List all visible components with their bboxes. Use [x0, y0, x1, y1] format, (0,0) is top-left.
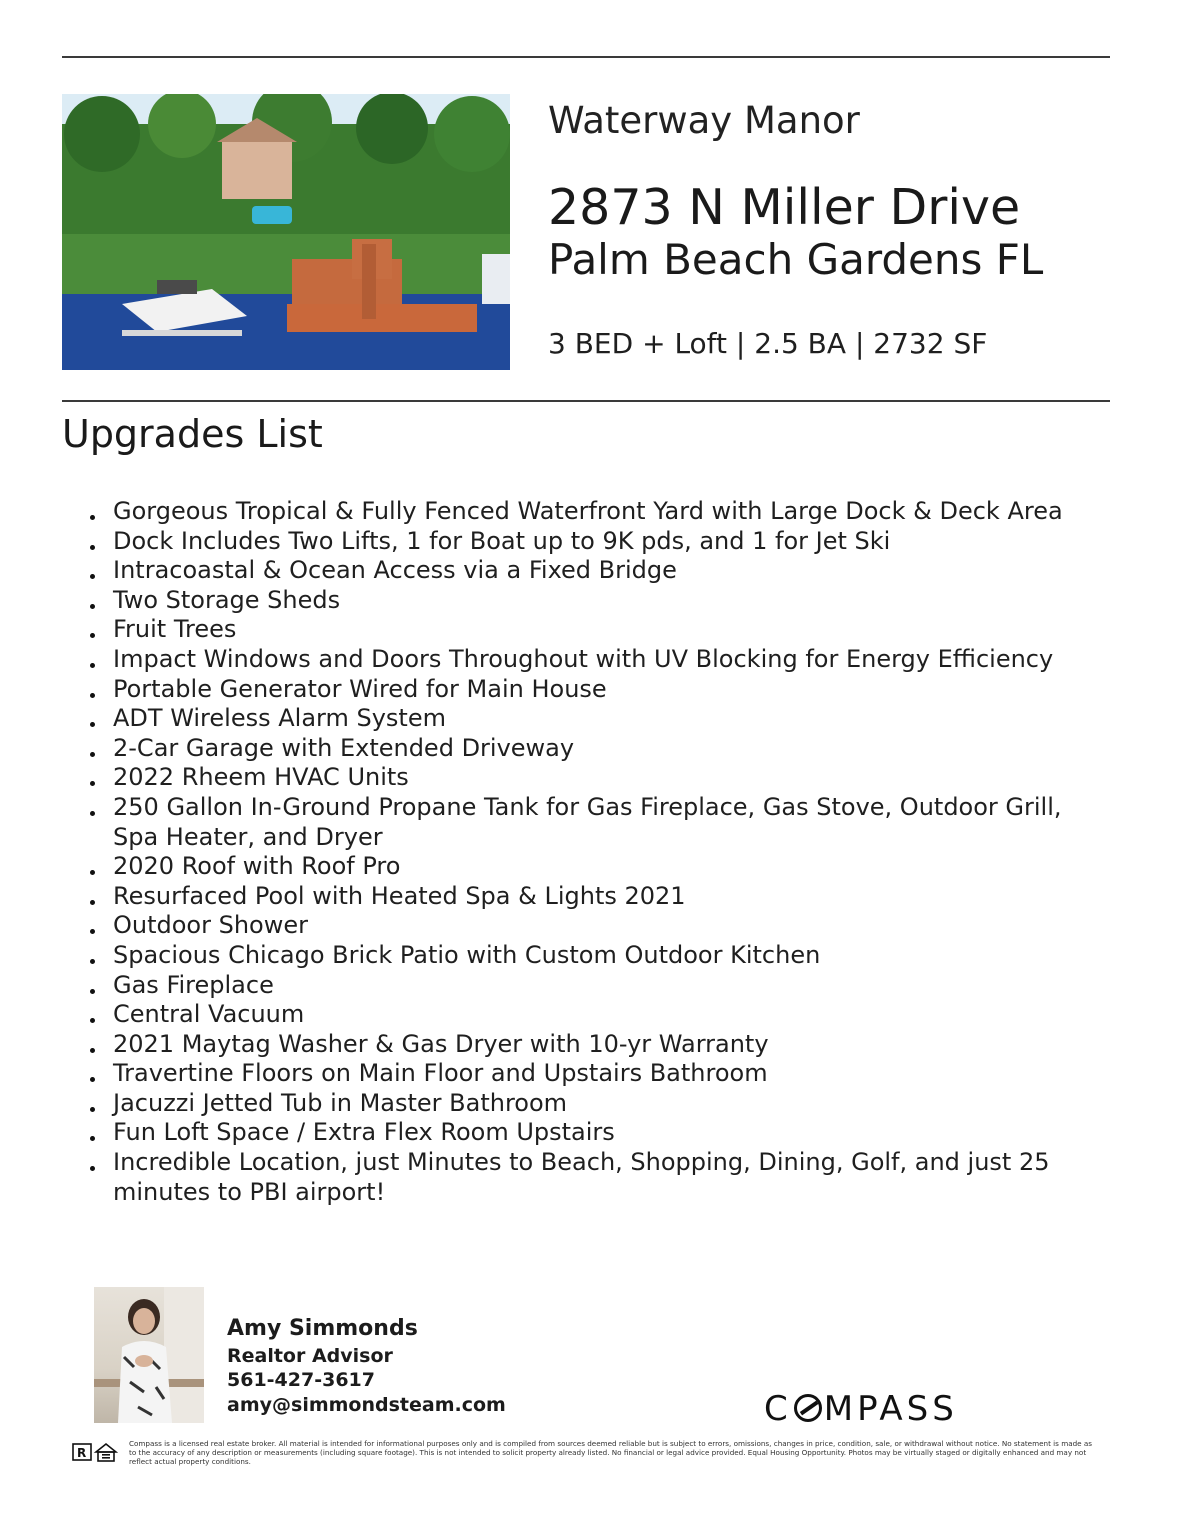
upgrades-title: Upgrades List — [62, 412, 323, 456]
community-name: Waterway Manor — [548, 99, 860, 142]
list-item: Fruit Trees — [113, 615, 1103, 645]
list-item: 2022 Rheem HVAC Units — [113, 763, 1103, 793]
top-divider — [62, 56, 1110, 58]
list-item: 2021 Maytag Washer & Gas Dryer with 10-yr Warranty — [113, 1030, 1103, 1060]
list-item: Dock Includes Two Lifts, 1 for Boat up to 9K pds, and 1 for Jet Ski — [113, 527, 1103, 557]
list-item: 2020 Roof with Roof Pro — [113, 852, 1103, 882]
list-item: 250 Gallon In-Ground Propane Tank for Gas Fireplace, Gas Stove, Outdoor Grill, Spa Heater, and Dryer — [113, 793, 1103, 852]
agent-name: Amy Simmonds — [227, 1316, 418, 1341]
agent-phone[interactable]: 561-427-3617 — [227, 1369, 375, 1391]
list-item: 2-Car Garage with Extended Driveway — [113, 734, 1103, 764]
equal-housing-icon — [96, 1444, 116, 1461]
list-item: Incredible Location, just Minutes to Beach, Shopping, Dining, Golf, and just 25 minutes to PBI airport! — [113, 1148, 1103, 1207]
svg-text:R: R — [77, 1446, 87, 1460]
list-item: Jacuzzi Jetted Tub in Master Bathroom — [113, 1089, 1103, 1119]
property-photo-illustration — [62, 94, 510, 370]
realtor-icon — [73, 1444, 91, 1460]
section-divider — [62, 400, 1110, 402]
agent-photo — [94, 1287, 204, 1423]
list-item: Resurfaced Pool with Heated Spa & Lights 2021 — [113, 882, 1103, 912]
list-item: Fun Loft Space / Extra Flex Room Upstairs — [113, 1118, 1103, 1148]
list-item: Spacious Chicago Brick Patio with Custom Outdoor Kitchen — [113, 941, 1103, 971]
list-item: ADT Wireless Alarm System — [113, 704, 1103, 734]
property-photo — [62, 94, 510, 370]
list-item: Intracoastal & Ocean Access via a Fixed Bridge — [113, 556, 1103, 586]
property-stats: 3 BED + Loft | 2.5 BA | 2732 SF — [548, 327, 988, 360]
list-item: Outdoor Shower — [113, 911, 1103, 941]
agent-title: Realtor Advisor — [227, 1345, 393, 1367]
list-item: Impact Windows and Doors Throughout with UV Blocking for Energy Efficiency — [113, 645, 1103, 675]
list-item: Travertine Floors on Main Floor and Upstairs Bathroom — [113, 1059, 1103, 1089]
upgrades-list — [113, 497, 1103, 1207]
list-item: Portable Generator Wired for Main House — [113, 675, 1103, 705]
agent-email[interactable]: amy@simmondsteam.com — [227, 1394, 506, 1416]
compass-logo: C MPASS — [764, 1389, 958, 1429]
list-item: Two Storage Sheds — [113, 586, 1103, 616]
list-item: Gas Fireplace — [113, 971, 1103, 1001]
list-item: Central Vacuum — [113, 1000, 1103, 1030]
legal-disclaimer: Compass is a licensed real estate broker. All material is intended for informational purposes only and is compiled from sources deemed reliable but is subject to errors, omissions, changes in price, condition, sale, or withdrawal without notice. No statement is made as to the accuracy of any description or measurements (including square footage). This is not intended to solicit property already listed. No financial or legal advice provided. Equal Housing Opportunity. Photos may be virtually staged or digitally enhanced and may not reflect actual property conditions. — [129, 1439, 1093, 1466]
street-address: 2873 N Miller Drive — [548, 179, 1021, 236]
city-state: Palm Beach Gardens FL — [548, 235, 1044, 284]
agent-photo-illustration — [94, 1287, 204, 1423]
footer-icons — [72, 1442, 118, 1464]
list-item: Gorgeous Tropical & Fully Fenced Waterfront Yard with Large Dock & Deck Area — [113, 497, 1103, 527]
